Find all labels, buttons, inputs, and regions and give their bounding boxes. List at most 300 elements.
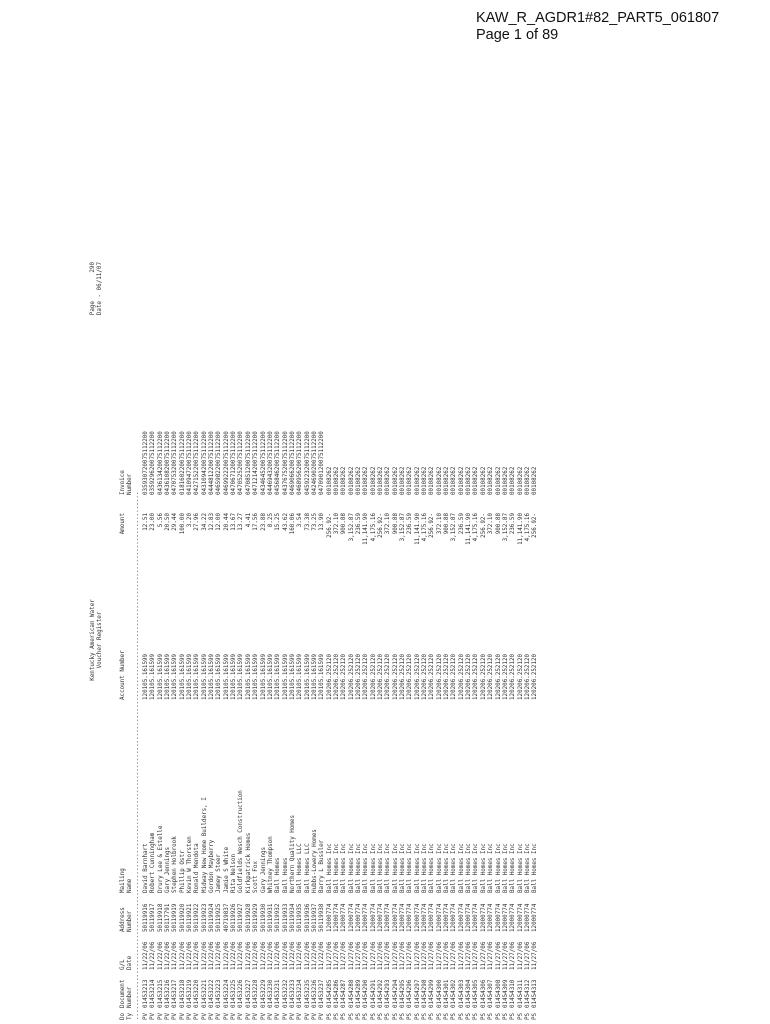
row-gl-date: 11/22/06 <box>319 941 326 970</box>
row-account-number: 120105.161599 <box>275 653 282 700</box>
row-mailing-name: Ball Homes Inc <box>333 843 340 893</box>
row-amount: 5.56 <box>157 513 164 528</box>
row-doctype: PS <box>488 1012 495 1020</box>
col-invoice-2: Number <box>127 473 134 495</box>
row-amount: 372.10 <box>333 513 340 535</box>
row-address-number: 50119923 <box>201 903 208 932</box>
row-account-number: 120105.161599 <box>267 653 274 700</box>
row-document-number: 01454309 <box>502 979 509 1008</box>
row-document-number: 01453213 <box>143 979 149 1008</box>
row-mailing-name: Kirkpatrick Homes <box>245 832 252 893</box>
row-amount: 236.59 <box>407 513 414 535</box>
row-doctype: PS <box>510 1012 517 1020</box>
row-invoice-number: 00108262 <box>444 466 451 495</box>
row-invoice-number: 00108262 <box>348 466 355 495</box>
table-row <box>422 260 429 1020</box>
table-row <box>334 260 341 1020</box>
row-invoice-number: 00108262 <box>436 466 443 495</box>
row-gl-date: 11/27/06 <box>466 941 473 970</box>
row-address-number: 50119935 <box>297 903 304 932</box>
row-gl-date: 11/27/06 <box>400 941 407 970</box>
table-row <box>451 260 458 1020</box>
row-gl-date: 11/22/06 <box>297 941 304 970</box>
col-address: Address <box>120 907 126 932</box>
row-mailing-name: Ball Homes Inc <box>458 843 465 893</box>
table-row <box>371 260 378 1020</box>
row-amount: 43.62 <box>282 513 289 531</box>
row-account-number: 120206.252120 <box>473 653 480 700</box>
row-doctype: PV <box>245 1012 252 1020</box>
row-invoice-number: 00108262 <box>341 466 348 495</box>
row-address-number: 50119922 <box>194 903 201 932</box>
row-document-number: 01454310 <box>510 979 517 1008</box>
row-amount: 256.92- <box>532 513 539 538</box>
row-amount: 372.10 <box>488 513 495 535</box>
row-address-number: 50119932 <box>275 903 282 932</box>
row-address-number: 12000774 <box>502 903 509 932</box>
col-document-2: Number <box>127 986 134 1008</box>
row-address-number: 12000774 <box>429 903 436 932</box>
row-mailing-name: Goldfields Wesch Construction <box>238 790 245 893</box>
row-amount: 13.90 <box>319 513 326 531</box>
table-row <box>503 260 510 1020</box>
row-address-number: 50119927 <box>238 903 245 932</box>
row-doctype: PV <box>157 1012 164 1020</box>
row-address-number: 50119931 <box>267 903 274 932</box>
row-document-number: 01454303 <box>458 979 465 1008</box>
row-amount: 3.20 <box>187 513 194 528</box>
row-doctype: PV <box>253 1012 260 1020</box>
row-invoice-number: 00108262 <box>333 466 340 495</box>
row-amount: 256.92- <box>480 513 487 538</box>
row-amount: 256.92- <box>429 513 436 538</box>
row-gl-date: 11/22/06 <box>216 941 223 970</box>
row-invoice-number: 044481220075112200 <box>209 431 216 495</box>
row-invoice-number: 046906620075112200 <box>289 431 296 495</box>
row-address-number: 50119930 <box>260 903 267 932</box>
row-doctype: PS <box>363 1012 370 1020</box>
row-amount: 23.88 <box>260 513 267 531</box>
row-gl-date: 11/27/06 <box>407 941 414 970</box>
row-account-number: 120206.252120 <box>466 653 473 700</box>
row-account-number: 120105.161599 <box>194 653 201 700</box>
table-row <box>165 260 172 1020</box>
col-invoice: Invoice <box>120 470 126 495</box>
row-mailing-name: Robert Cunningham <box>150 832 157 893</box>
row-doctype: PS <box>532 1012 539 1020</box>
row-invoice-number: 00108262 <box>422 466 429 495</box>
row-account-number: 120105.161599 <box>209 653 216 700</box>
page-info <box>90 262 105 315</box>
row-doctype: PS <box>524 1012 531 1020</box>
row-account-number: 120206.252120 <box>502 653 509 700</box>
row-address-number: 12000774 <box>451 903 458 932</box>
row-doctype: PV <box>165 1012 172 1020</box>
row-invoice-number: 047075320075112200 <box>172 431 179 495</box>
row-gl-date: 11/27/06 <box>436 941 443 970</box>
report-date: - 06/11/07 <box>97 262 104 298</box>
row-address-number: 40719837 <box>223 903 230 932</box>
table-row <box>400 260 407 1020</box>
row-invoice-number: 00108262 <box>473 466 480 495</box>
row-amount: 11,141.90 <box>517 513 524 545</box>
row-document-number: 01453218 <box>179 979 186 1008</box>
row-amount: 900.88 <box>495 513 502 535</box>
table-row <box>496 260 503 1020</box>
table-row <box>238 260 245 1020</box>
row-account-number: 120206.252120 <box>422 653 429 700</box>
row-gl-date: 11/22/06 <box>209 941 216 970</box>
col-doctype: Do <box>120 1012 126 1020</box>
row-account-number: 120105.161599 <box>172 653 179 700</box>
row-mailing-name: Ball Homes Inc <box>414 843 421 893</box>
col-document: Document <box>120 979 126 1008</box>
table-row <box>385 260 392 1020</box>
row-account-number: 120206.252120 <box>524 653 531 700</box>
row-gl-date: 11/27/06 <box>333 941 340 970</box>
row-mailing-name: Scott Fox <box>253 861 260 893</box>
row-doctype: PS <box>392 1012 399 1020</box>
row-address-number: 12000774 <box>436 903 443 932</box>
row-gl-date: 11/27/06 <box>451 941 458 970</box>
row-doctype: PS <box>436 1012 443 1020</box>
row-document-number: 01454311 <box>517 979 524 1008</box>
row-mailing-name: Ball Homes Inc <box>495 843 502 893</box>
page-number: 290 <box>90 262 96 298</box>
table-row <box>525 260 532 1020</box>
row-account-number: 120105.161599 <box>157 653 164 700</box>
row-invoice-number: 00108262 <box>524 466 531 495</box>
row-account-number: 120105.161599 <box>231 653 238 700</box>
row-account-number: 120105.161599 <box>150 653 157 700</box>
row-mailing-name: Rita Nelson <box>231 853 238 893</box>
row-gl-date: 11/22/06 <box>172 941 179 970</box>
col-address-2: Number <box>127 910 134 932</box>
row-document-number: 01454299 <box>429 979 436 1008</box>
table-row <box>415 260 422 1020</box>
row-address-number: 12000774 <box>524 903 531 932</box>
row-document-number: 01454289 <box>355 979 362 1008</box>
row-invoice-number: 00108262 <box>532 466 539 495</box>
row-doctype: PV <box>311 1012 318 1020</box>
row-mailing-name: David Barnhart <box>143 843 149 893</box>
row-invoice-number: 00108262 <box>502 466 509 495</box>
row-address-number: 12000774 <box>385 903 392 932</box>
row-amount: 3.54 <box>297 513 304 528</box>
row-amount: 23.00 <box>150 513 157 531</box>
table-row <box>290 260 297 1020</box>
row-doctype: PS <box>502 1012 509 1020</box>
row-doctype: PS <box>385 1012 392 1020</box>
row-address-number: 50119936 <box>304 903 311 932</box>
table-row <box>349 260 356 1020</box>
row-doctype: PV <box>267 1012 274 1020</box>
row-amount: 17.56 <box>253 513 260 531</box>
row-address-number: 50119934 <box>289 903 296 932</box>
row-amount: 20.44 <box>223 513 230 531</box>
row-account-number: 120206.252120 <box>451 653 458 700</box>
row-doctype: PS <box>355 1012 362 1020</box>
row-amount: 11,141.90 <box>363 513 370 545</box>
row-mailing-name: Ball Homes Inc <box>517 843 524 893</box>
row-gl-date: 11/27/06 <box>517 941 524 970</box>
row-account-number: 120206.252120 <box>341 653 348 700</box>
row-document-number: 01454308 <box>495 979 502 1008</box>
voucher-register-printout <box>90 260 710 1020</box>
row-mailing-name: Barry L Bussler <box>319 839 326 893</box>
row-mailing-name: Ball Homes Inc <box>407 843 414 893</box>
row-gl-date: 11/22/06 <box>143 941 149 970</box>
row-gl-date: 11/22/06 <box>150 941 157 970</box>
row-gl-date: 11/27/06 <box>348 941 355 970</box>
row-mailing-name: Ball Homes Inc <box>466 843 473 893</box>
row-document-number: 01453225 <box>231 979 238 1008</box>
row-document-number: 01453231 <box>275 979 282 1008</box>
table-row <box>216 260 223 1020</box>
row-mailing-name: Drury Lee & Estelle <box>157 825 164 893</box>
row-mailing-name: Ball Homes Inc <box>488 843 495 893</box>
row-account-number: 120206.252120 <box>414 653 421 700</box>
row-doctype: PV <box>238 1012 245 1020</box>
row-invoice-number: 042715220075112200 <box>194 431 201 495</box>
row-invoice-number: 047067120075112200 <box>231 431 238 495</box>
row-amount: 12.00 <box>216 513 223 531</box>
row-mailing-name: Gary Jennings <box>165 846 172 893</box>
column-header <box>120 260 142 1020</box>
row-mailing-name: Ball Homes Inc <box>510 843 517 893</box>
row-mailing-name: Ball Homes Inc <box>444 843 451 893</box>
row-amount: 100.00 <box>179 513 186 535</box>
row-document-number: 01454304 <box>466 979 473 1008</box>
row-doctype: PV <box>231 1012 238 1020</box>
row-document-number: 01454300 <box>436 979 443 1008</box>
row-address-number: 12000774 <box>466 903 473 932</box>
row-document-number: 01454302 <box>451 979 458 1008</box>
row-account-number: 120206.252120 <box>436 653 443 700</box>
row-document-number: 01454285 <box>326 979 333 1008</box>
row-gl-date: 11/27/06 <box>532 941 539 970</box>
row-amount: 12.83 <box>209 513 216 531</box>
row-account-number: 120206.252120 <box>363 653 370 700</box>
row-mailing-name: Ball Homes <box>275 857 282 893</box>
col-mailing-name: Mailing <box>120 868 126 893</box>
row-gl-date: 11/22/06 <box>245 941 252 970</box>
table-row <box>429 260 436 1020</box>
row-mailing-name: Phillip Ostr <box>179 850 186 893</box>
row-gl-date: 11/22/06 <box>157 941 164 970</box>
row-invoice-number: 045684620075112200 <box>275 431 282 495</box>
report-title-block <box>90 260 105 1020</box>
row-invoice-number: 047085120075112200 <box>245 431 252 495</box>
table-row <box>481 260 488 1020</box>
row-doctype: PV <box>201 1012 208 1020</box>
row-account-number: 120206.252120 <box>510 653 517 700</box>
table-row <box>194 260 201 1020</box>
row-gl-date: 11/22/06 <box>231 941 238 970</box>
row-mailing-name: Whitney Thompson <box>267 836 274 893</box>
row-document-number: 01454291 <box>370 979 377 1008</box>
row-doctype: PV <box>209 1012 216 1020</box>
row-invoice-number: 046992220075112200 <box>223 431 230 495</box>
row-address-number: 12000774 <box>326 903 333 932</box>
row-amount: 34.22 <box>201 513 208 531</box>
row-gl-date: 11/22/06 <box>267 941 274 970</box>
row-doctype: PV <box>216 1012 223 1020</box>
row-address-number: 50117791 <box>165 903 172 932</box>
row-mailing-name: Ball Homes Inc <box>385 843 392 893</box>
row-account-number: 120206.252120 <box>532 653 539 700</box>
row-amount: 13.67 <box>231 513 238 531</box>
row-document-number: 01454290 <box>363 979 370 1008</box>
row-document-number: 01454288 <box>348 979 355 1008</box>
row-address-number: 50119924 <box>209 903 216 932</box>
row-account-number: 120105.161599 <box>238 653 245 700</box>
row-invoice-number: 00108262 <box>378 466 384 495</box>
row-doctype: PS <box>444 1012 451 1020</box>
row-invoice-number: 00108262 <box>326 466 333 495</box>
row-invoice-number: 00108262 <box>466 466 473 495</box>
row-amount: 900.88 <box>444 513 451 535</box>
row-invoice-number: 046598220075112200 <box>216 431 223 495</box>
row-gl-date: 11/27/06 <box>414 941 421 970</box>
row-address-number: 12000774 <box>488 903 495 932</box>
row-account-number: 120105.161599 <box>260 653 267 700</box>
row-mailing-name: Gordon Mayberry <box>209 839 216 893</box>
row-gl-date: 11/22/06 <box>223 941 230 970</box>
row-account-number: 120105.161599 <box>143 653 149 700</box>
row-document-number: 01454293 <box>385 979 392 1008</box>
table-row <box>488 260 495 1020</box>
row-amount: 236.59 <box>458 513 465 535</box>
bates-page: Page 1 of 89 <box>476 27 559 43</box>
row-mailing-name: Hubbs-Lowery Homes <box>311 829 318 893</box>
row-doctype: PS <box>370 1012 377 1020</box>
row-amount: 3,152.87 <box>451 513 458 542</box>
row-invoice-number: 043610820075112200 <box>165 431 172 495</box>
row-account-number: 120206.252120 <box>348 653 355 700</box>
row-address-number: 50119925 <box>216 903 223 932</box>
row-document-number: 01453214 <box>150 979 157 1008</box>
row-account-number: 120206.252120 <box>458 653 465 700</box>
row-address-number: 12000774 <box>400 903 407 932</box>
row-amount: 372.10 <box>385 513 392 535</box>
row-account-number: 120206.252120 <box>400 653 407 700</box>
row-amount: 256.92- <box>326 513 333 538</box>
date-label: Date <box>97 301 104 316</box>
row-document-number: 01453233 <box>289 979 296 1008</box>
row-mailing-name: Ball Homes Inc <box>473 843 480 893</box>
table-row <box>407 260 414 1020</box>
row-doctype: PS <box>480 1012 487 1020</box>
table-row <box>312 260 319 1020</box>
table-row <box>459 260 466 1020</box>
row-address-number: 12000774 <box>422 903 429 932</box>
row-address-number: 12000774 <box>363 903 370 932</box>
row-account-number: 120105.161599 <box>216 653 223 700</box>
row-account-number: 120105.161599 <box>304 653 311 700</box>
row-address-number: 12000774 <box>458 903 465 932</box>
row-account-number: 120105.161599 <box>311 653 318 700</box>
row-mailing-name: Ball Homes Inc <box>436 843 443 893</box>
row-document-number: 01453226 <box>238 979 245 1008</box>
table-row <box>202 260 209 1020</box>
row-amount: 27.96 <box>194 513 201 531</box>
row-amount: 900.88 <box>341 513 348 535</box>
row-invoice-number: 00108262 <box>517 466 524 495</box>
row-amount: 4.41 <box>245 513 252 528</box>
table-row <box>341 260 348 1020</box>
row-mailing-name: Ball Homes Inc <box>422 843 429 893</box>
row-invoice-number: 00108262 <box>480 466 487 495</box>
bates-stamp <box>476 10 719 44</box>
row-invoice-number: 035929620075112200 <box>150 431 157 495</box>
row-invoice-number: 043767520075112200 <box>282 431 289 495</box>
row-document-number: 01453236 <box>311 979 318 1008</box>
row-invoice-number: 047052520075112200 <box>238 431 245 495</box>
row-doctype: PS <box>414 1012 421 1020</box>
header-line-2 <box>127 260 134 1020</box>
row-account-number: 120206.252120 <box>444 653 451 700</box>
row-document-number: 01453234 <box>297 979 304 1008</box>
row-doctype: PS <box>466 1012 473 1020</box>
table-row <box>444 260 451 1020</box>
row-address-number: 12000774 <box>407 903 414 932</box>
row-document-number: 01454295 <box>400 979 407 1008</box>
row-invoice-number: 047090120075112200 <box>319 431 326 495</box>
row-account-number: 120206.252120 <box>407 653 414 700</box>
row-document-number: 01453221 <box>201 979 208 1008</box>
row-invoice-number: 042469020075112200 <box>311 431 318 495</box>
row-account-number: 120105.161599 <box>245 653 252 700</box>
row-gl-date: 11/22/06 <box>201 941 208 970</box>
col-amount: Amount <box>120 513 126 535</box>
table-row <box>532 260 539 1020</box>
row-gl-date: 11/27/06 <box>429 941 436 970</box>
row-document-number: 01454292 <box>378 979 384 1008</box>
row-invoice-number: 00108262 <box>488 466 495 495</box>
table-row <box>283 260 290 1020</box>
row-doctype: PS <box>517 1012 524 1020</box>
row-mailing-name: Ball Homes Inc <box>348 843 355 893</box>
row-amount: 4,175.16 <box>422 513 429 542</box>
row-amount: 236.59 <box>355 513 362 535</box>
row-gl-date: 11/27/06 <box>473 941 480 970</box>
row-gl-date: 11/22/06 <box>238 941 245 970</box>
row-document-number: 01453229 <box>260 979 267 1008</box>
row-invoice-number: 045922320075112200 <box>304 431 311 495</box>
row-account-number: 120105.161599 <box>253 653 260 700</box>
row-account-number: 120206.252120 <box>517 653 524 700</box>
row-address-number: 12000774 <box>532 903 539 932</box>
row-address-number: 12000774 <box>392 903 399 932</box>
row-amount: 73.25 <box>311 513 318 531</box>
row-account-number: 120206.252120 <box>429 653 436 700</box>
header-rule: ----------------------------------------------------------------------------------------------------------------------------------------------------- <box>134 491 141 1020</box>
row-account-number: 120206.252120 <box>370 653 377 700</box>
row-address-number: 12000774 <box>333 903 340 932</box>
row-account-number: 120105.161599 <box>223 653 230 700</box>
row-doctype: PS <box>473 1012 480 1020</box>
table-row <box>261 260 268 1020</box>
row-gl-date: 11/27/06 <box>502 941 509 970</box>
row-gl-date: 11/27/06 <box>370 941 377 970</box>
row-account-number: 120206.252120 <box>480 653 487 700</box>
row-address-number: 50119926 <box>231 903 238 932</box>
row-amount: 29.44 <box>172 513 179 531</box>
row-document-number: 01453219 <box>187 979 194 1008</box>
row-doctype: PS <box>458 1012 465 1020</box>
row-address-number: 50119938 <box>319 903 326 932</box>
